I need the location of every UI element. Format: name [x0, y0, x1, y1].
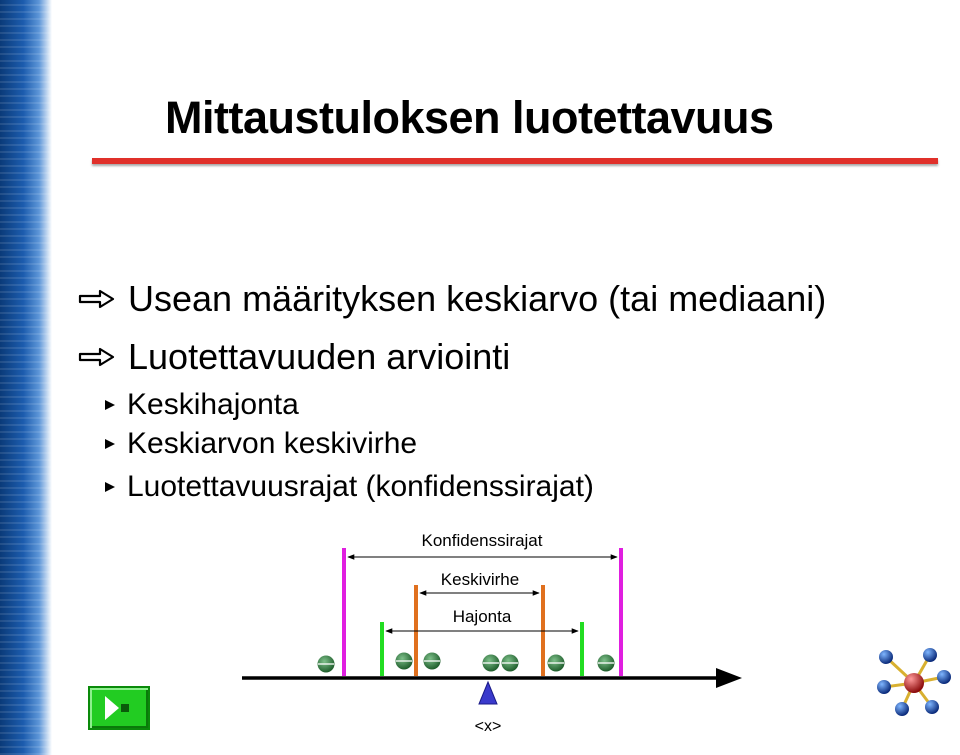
- mean-label: <x>: [474, 718, 502, 735]
- measurement-point: [548, 655, 565, 672]
- sub-bullet-text: Luotettavuusrajat (konfidenssirajat): [127, 470, 594, 503]
- measurement-point: [318, 656, 335, 673]
- play-button[interactable]: [88, 686, 150, 730]
- measurement-point: [424, 653, 441, 670]
- molecule-logo-icon: [872, 645, 956, 721]
- confidence-label: Konfidenssirajat: [421, 531, 543, 550]
- measurement-point: [502, 655, 519, 672]
- sub-bullet-text: Keskihajonta: [127, 388, 299, 421]
- play-icon: [90, 688, 148, 728]
- mean-marker-icon: [479, 682, 497, 704]
- bullet-text: Luotettavuuden arviointi: [128, 336, 511, 377]
- standard-error-label: Keskivirhe: [440, 570, 520, 589]
- measurement-point: [483, 655, 500, 672]
- bullet-text: Usean määrityksen keskiarvo (tai mediaani): [128, 278, 827, 319]
- measurement-point: [396, 653, 413, 670]
- slide-title: Mittaustuloksen luotettavuus: [165, 92, 774, 143]
- axis-arrowhead-icon: [716, 668, 742, 688]
- deviation-label: Hajonta: [452, 607, 512, 626]
- measurement-points: [318, 653, 615, 673]
- measurement-point: [598, 655, 615, 672]
- sub-bullet-text: Keskiarvon keskivirhe: [127, 427, 418, 460]
